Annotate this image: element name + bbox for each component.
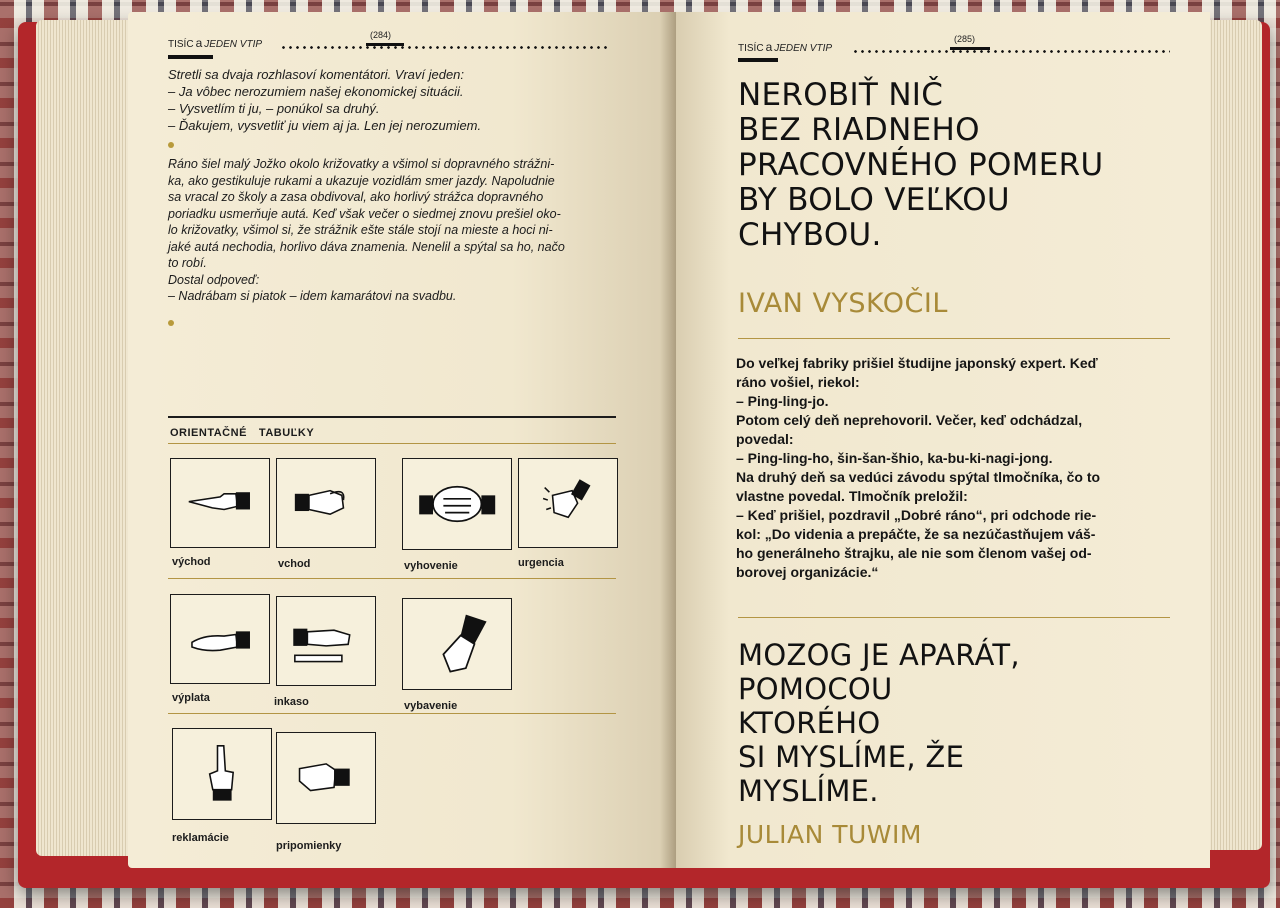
- caption-pripomienky: pripomienky: [276, 840, 342, 852]
- joke3-line: ráno vošiel, riekol:: [736, 374, 860, 390]
- pointing-hand-icon: [170, 458, 270, 548]
- quote2-line: SI MYSLÍME, ŽE: [738, 740, 965, 774]
- joke2-line: Dostal odpoveď:: [168, 272, 260, 287]
- quote-tuwim: [738, 638, 1020, 808]
- joke1-line: – Ja vôbec nerozumiem našej ekonomickej situácii.: [168, 84, 464, 99]
- quote1-line: NEROBIŤ NIČ: [738, 77, 944, 113]
- joke3-line: Potom celý deň neprehovoril. Večer, keď odchádzal,: [736, 412, 1083, 428]
- joke3-line: – Ping-ling-jo.: [736, 393, 829, 409]
- section-gold-rule: [168, 443, 616, 444]
- quote1-line: BEZ RIADNEHO: [738, 112, 980, 148]
- joke3-line: povedal:: [736, 431, 794, 447]
- joke2-line: lo križovatky, všimol si, že strážnik ešte stále stojí na mieste a hoci ni-: [168, 223, 553, 237]
- joke2-line: jaké autá nechodia, horlivo dáva znamenia. Nenelil a spýtal sa ho, načo: [168, 239, 565, 254]
- joke3-line: – Keď prišiel, pozdravil „Dobré ráno“, pri odchode rie-: [736, 507, 1097, 523]
- joke2-line: to robí.: [168, 256, 207, 270]
- fist-icon: [276, 732, 376, 824]
- header-a: a: [195, 36, 203, 50]
- header-a: a: [765, 40, 773, 54]
- joke2-line: – Nadrábam si piatok – idem kamarátovi na svadbu.: [168, 289, 457, 303]
- left-header-bar: [168, 55, 213, 59]
- joke3-line: kol: „Do videnia a prepáčte, že sa nezúčastňujem váš-: [736, 526, 1096, 542]
- joke3-line: ho generálneho štrajku, ale nie som členom vašej od-: [736, 545, 1092, 561]
- joke2-line: poriadku usmerňuje autá. Keď však večer o siedmej znovu prešiel oko-: [168, 206, 561, 221]
- right-header-dots: [852, 50, 1170, 53]
- right-header-bar: [738, 58, 778, 62]
- quote1-line: BY BOLO VEĽKOU: [738, 182, 1010, 218]
- quote-vyskocil: [738, 78, 1103, 253]
- joke-japanese-expert: [736, 354, 1100, 582]
- beckoning-hand-icon: [276, 458, 376, 548]
- joke-commentators: [168, 66, 481, 134]
- row-gold-rule: [168, 713, 616, 714]
- right-header-pagebar: [950, 47, 990, 50]
- caption-vychod: východ: [172, 556, 211, 568]
- joke2-line: Ráno šiel malý Jožko okolo križovatky a všimol si dopravného strážni-: [168, 157, 555, 171]
- author-vyskocil: IVAN VYSKOČIL: [738, 288, 948, 319]
- open-palm-icon: [170, 594, 270, 684]
- caption-vyhovenie: vyhovenie: [404, 560, 458, 572]
- hand-down-icon: [402, 598, 512, 690]
- separator-bullet: [168, 320, 174, 326]
- raised-finger-icon: [172, 728, 272, 820]
- row-gold-rule: [168, 578, 616, 579]
- section-top-rule: [168, 416, 616, 418]
- joke2-line: ka, ako gestikuluje rukami a ukazuje vozidlám smer jazdy. Napoludnie: [168, 173, 555, 188]
- quote-gold-rule: [738, 338, 1170, 339]
- joke3-line: – Ping-ling-ho, šin-šan-šhio, ka-bu-ki-nagi-jong.: [736, 450, 1053, 466]
- receiving-hand-icon: [276, 596, 376, 686]
- joke-gold-rule: [738, 617, 1170, 618]
- right-page-number: (285): [954, 34, 976, 44]
- joke1-line: Stretli sa dvaja rozhlasoví komentátori. Vraví jeden:: [168, 67, 465, 82]
- quote1-line: PRACOVNÉHO POMERU: [738, 147, 1104, 183]
- quote2-line: MOZOG JE APARÁT,: [738, 638, 1020, 672]
- quote2-line: KTORÉHO: [738, 706, 881, 740]
- section-title-word1: ORIENTAČNÉ: [170, 427, 247, 439]
- header-jeden-vtip: JEDEN VTIP: [774, 43, 833, 54]
- quote2-line: MYSLÍME.: [738, 774, 879, 808]
- quote1-line: CHYBOU.: [738, 217, 882, 253]
- joke2-line: sa vracal zo školy a zasa obdivoval, ako horlivý strážca dopravného: [168, 190, 544, 204]
- section-title: [170, 427, 314, 439]
- caption-vyplata: výplata: [172, 692, 210, 704]
- author-tuwim: JULIAN TUWIM: [738, 820, 922, 849]
- joke-jozko: [168, 156, 565, 305]
- caption-inkaso: inkaso: [274, 696, 309, 708]
- joke3-line: Na druhý deň sa vedúci závodu spýtal tlmočníka, čo to: [736, 469, 1101, 485]
- left-running-header: [168, 30, 392, 50]
- fist-shaking-icon: [518, 458, 618, 548]
- header-jeden-vtip: JEDEN VTIP: [204, 39, 263, 50]
- handshake-icon: [402, 458, 512, 550]
- separator-bullet: [168, 142, 174, 148]
- joke3-line: vlastne povedal. Tlmočník preložil:: [736, 488, 968, 504]
- left-page-number: (284): [370, 30, 392, 40]
- caption-urgencia: urgencia: [518, 557, 564, 569]
- quote2-line: POMOCOU: [738, 672, 893, 706]
- joke3-line: Do veľkej fabriky prišiel študijne japonský expert. Keď: [736, 355, 1098, 371]
- caption-vchod: vchod: [278, 558, 311, 570]
- caption-reklamacie: reklamácie: [172, 832, 229, 844]
- right-running-header: [738, 34, 976, 54]
- header-tisic: TISÍC: [168, 39, 194, 50]
- header-tisic: TISÍC: [738, 43, 764, 54]
- section-title-word2: TABUĽKY: [258, 427, 315, 439]
- joke1-line: – Vysvetlím ti ju, – ponúkol sa druhý.: [168, 101, 380, 116]
- joke3-line: borovej organizácie.“: [736, 564, 879, 580]
- caption-vybavenie: vybavenie: [404, 700, 458, 712]
- left-header-dots: [280, 46, 610, 49]
- left-header-pagebar: [366, 43, 404, 46]
- joke1-line: – Ďakujem, vysvetliť ju viem aj ja. Len jej nerozumiem.: [168, 118, 482, 133]
